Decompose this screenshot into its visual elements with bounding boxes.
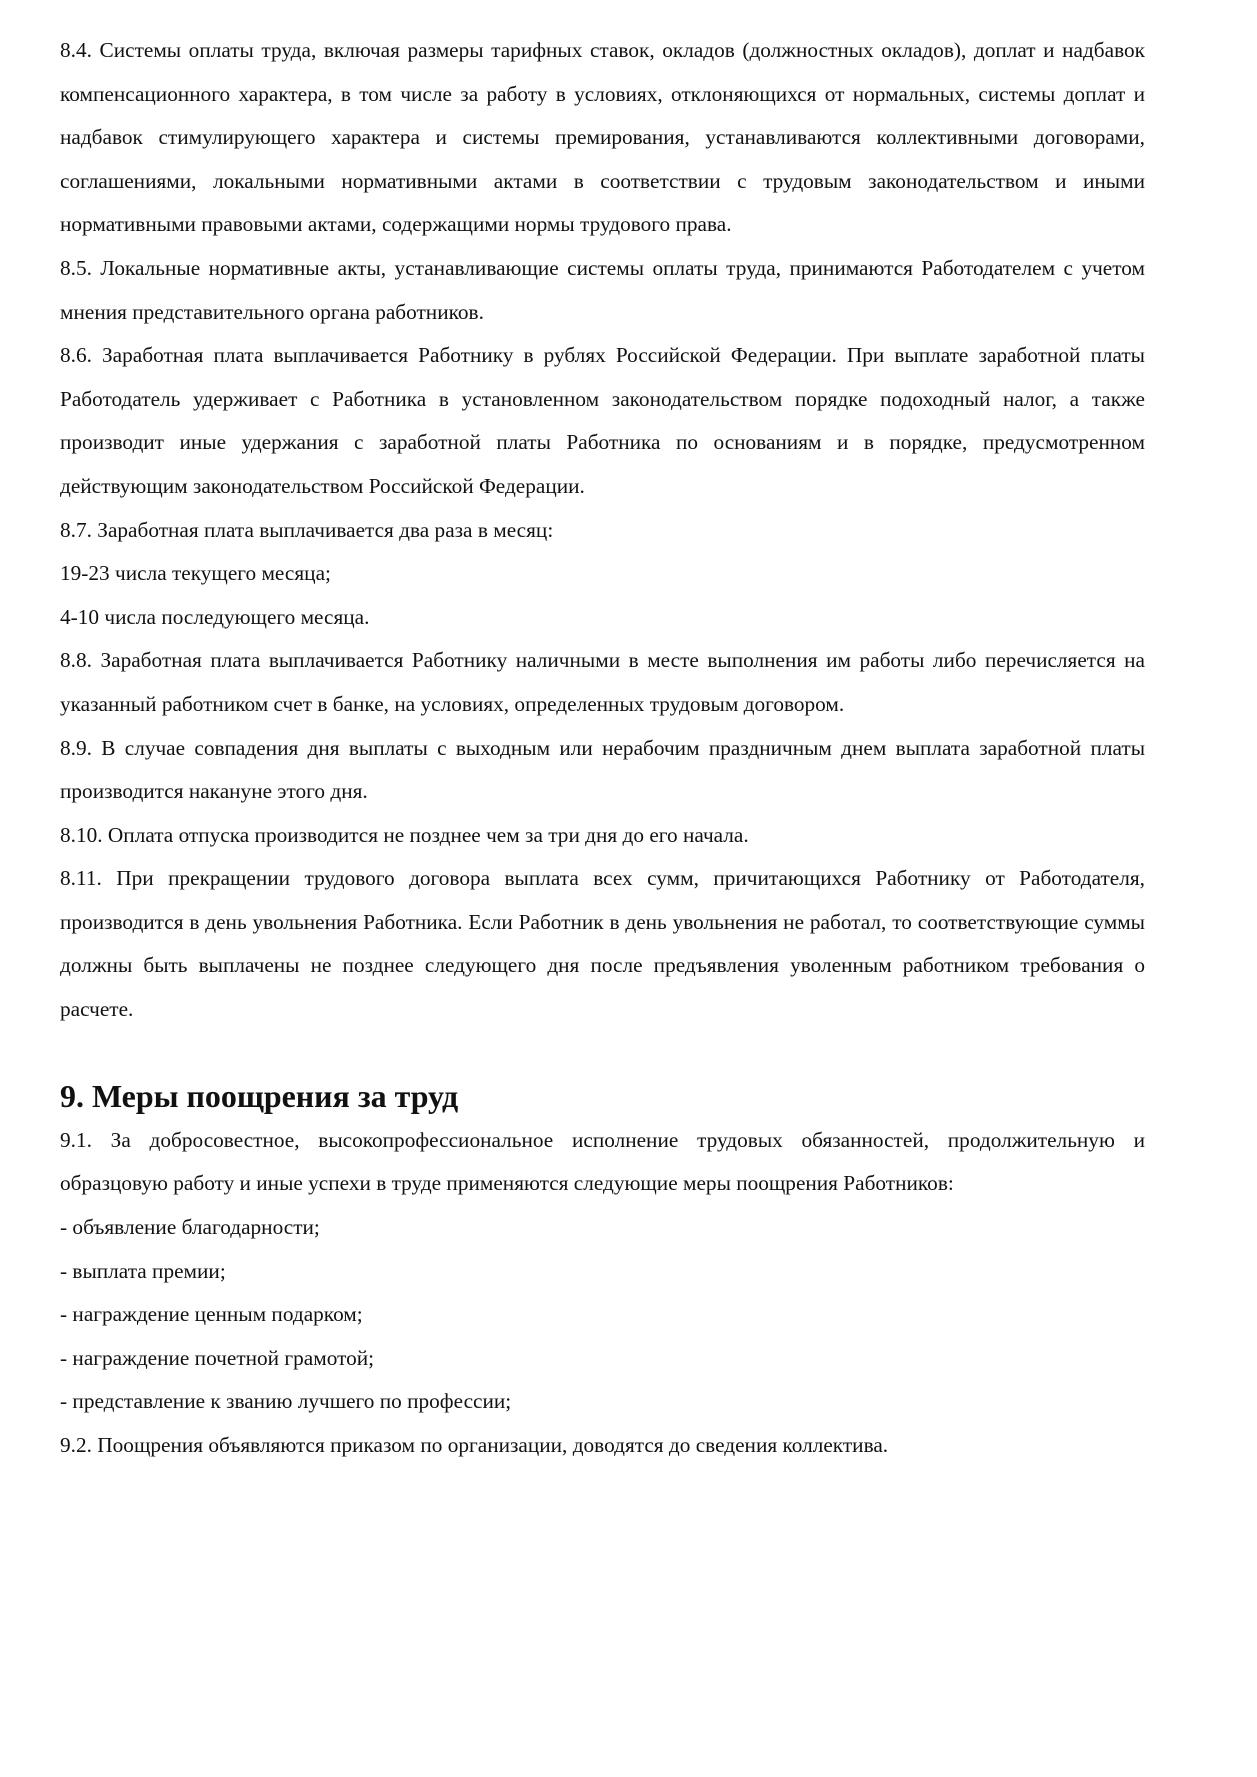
measure-list-item: - награждение ценным подарком; <box>60 1302 363 1327</box>
clause-8-7-second-payment: 4-10 числа последующего месяца. <box>60 604 370 629</box>
measure-list-item: - выплата премии; <box>60 1258 226 1283</box>
clause-8-7: 8.7. Заработная плата выплачивается два раза в месяц: <box>60 517 554 542</box>
clause-8-5: 8.5. Локальные нормативные акты, устанавливающие системы оплаты труда, принимаются Работодателем с учетом мнения представительного органа работников. <box>60 255 1145 324</box>
measure-list-item: - объявление благодарности; <box>60 1215 320 1240</box>
clause-8-4: 8.4. Системы оплаты труда, включая размеры тарифных ставок, окладов (должностных окладов), доплат и надбавок компенсационного характера, в том числе за работу в условиях, отклоняющихся от нормальных, системы доплат и надбавок стимулирующего характера и системы премирования, устанавливаются коллективными договорами, соглашениями, локальными нормативными актами в соответствии с трудовым законодательством и иными нормативными правовыми актами, содержащими нормы трудового права. <box>60 38 1145 237</box>
clause-9-1: 9.1. За добросовестное, высокопрофессиональное исполнение трудовых обязанностей, продолжительную и образцовую работу и иные успехи в труде применяются следующие меры поощрения Работников: <box>60 1127 1145 1196</box>
clause-9-2: 9.2. Поощрения объявляются приказом по организации, доводятся до сведения коллектива. <box>60 1433 889 1457</box>
section-9-heading: 9. Меры поощрения за труд <box>60 1079 459 1115</box>
clause-8-6: 8.6. Заработная плата выплачивается Работнику в рублях Российской Федерации. При выплате заработной платы Работодатель удерживает с Работника в установленном законодательством порядке подоходный налог, а также производит иные удержания с заработной платы Работника по основаниям и в порядке, предусмотренном действующим законодательством Российской Федерации. <box>60 343 1145 498</box>
clause-8-8: 8.8. Заработная плата выплачивается Работнику наличными в месте выполнения им работы либо перечисляется на указанный работником счет в банке, на условиях, определенных трудовым договором. <box>60 648 1145 716</box>
measure-list-item: - награждение почетной грамотой; <box>60 1345 375 1370</box>
clause-8-7-first-payment: 19-23 числа текущего месяца; <box>60 561 331 586</box>
clause-8-10: 8.10. Оплата отпуска производится не позднее чем за три дня до его начала. <box>60 822 749 847</box>
measure-list-item: - представление к званию лучшего по профессии; <box>60 1389 512 1414</box>
document-page <box>60 29 1145 1468</box>
clause-8-9: 8.9. В случае совпадения дня выплаты с выходным или нерабочим праздничным днем выплата заработной платы производится накануне этого дня. <box>60 735 1145 804</box>
clause-8-11: 8.11. При прекращении трудового договора выплата всех сумм, причитающихся Работнику от Работодателя, производится в день увольнения Работника. Если Работник в день увольнения не работал, то соответствующие суммы должны быть выплачены не позднее следующего дня после предъявления уволенным работником требования о расчете. <box>60 866 1145 1022</box>
